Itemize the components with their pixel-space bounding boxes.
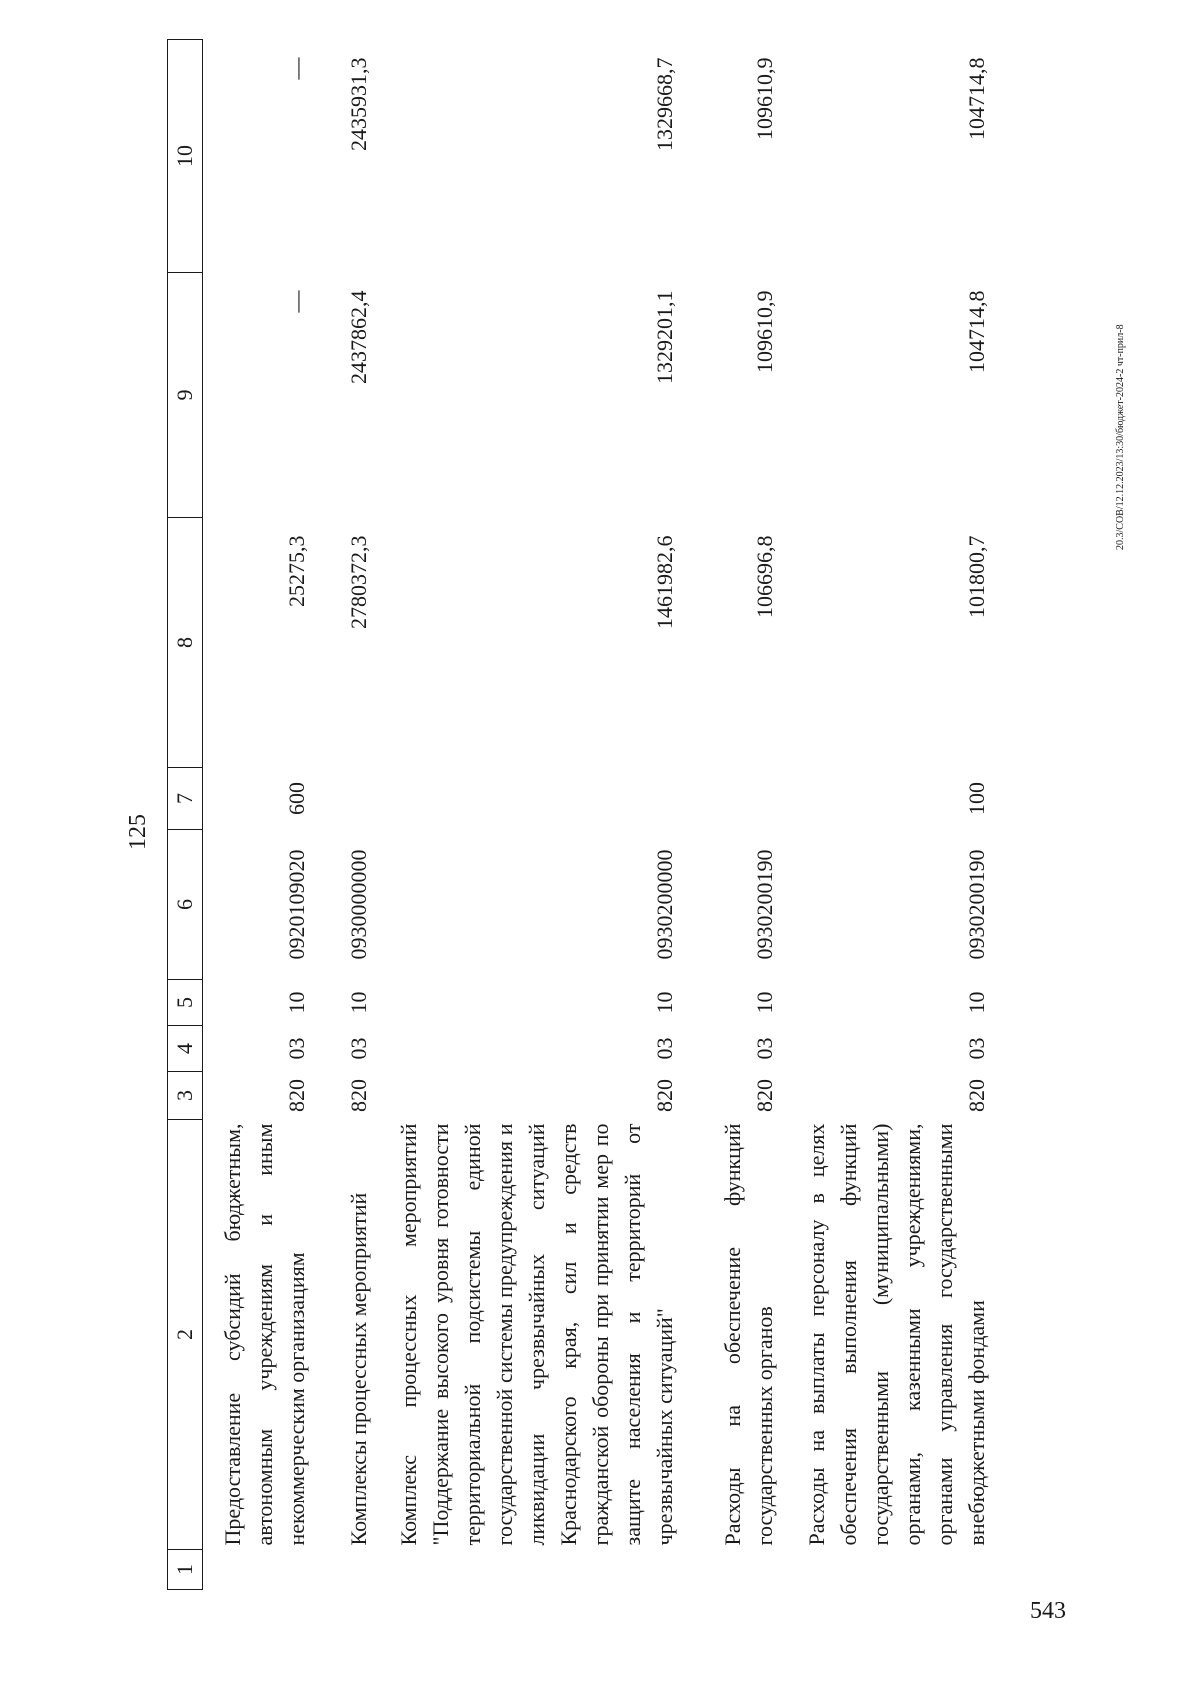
column-header: 3 [168, 1072, 203, 1120]
expense-type-code [691, 768, 791, 830]
column-header: 9 [168, 273, 203, 518]
column-header: 1 [168, 1550, 203, 1590]
department-code: 820 [283, 1079, 309, 1112]
section-code: 03 [283, 1037, 309, 1060]
department-code: 820 [651, 1079, 677, 1112]
expense-type-code [323, 768, 385, 830]
amount-col-10: — [283, 57, 309, 80]
sheet-number: 543 [1030, 1598, 1066, 1624]
amount-col-9: 2437862,4 [345, 290, 371, 384]
rotated-page [125, 40, 1135, 1590]
table-header-row [168, 40, 203, 1590]
expense-description: Комплексы процессных мероприятий [345, 1192, 371, 1546]
amount-col-10: 104714,8 [963, 57, 989, 140]
table-row [791, 40, 1003, 1590]
expense-type-code: 100 [963, 782, 989, 815]
column-header: 7 [168, 768, 203, 830]
column-header: 10 [168, 40, 203, 273]
amount-col-9: 104714,8 [963, 290, 989, 373]
budget-table [167, 39, 1003, 1590]
page-number: 125 [125, 814, 151, 850]
section-code: 03 [751, 1037, 777, 1060]
department-code: 820 [963, 1079, 989, 1112]
row-number [385, 1550, 691, 1590]
amount-col-8: 106696,8 [751, 535, 777, 618]
subsection-code: 10 [651, 991, 677, 1014]
expense-description: Предоставление субсидий бюджетным, автономным учреждениям и иным некоммерческим организациям [219, 1123, 309, 1546]
target-article-code: 0930000000 [345, 849, 371, 960]
subsection-code: 10 [963, 991, 989, 1014]
amount-col-10: 109610,9 [751, 57, 777, 140]
amount-col-10: 1329668,7 [651, 57, 677, 151]
subsection-code: 10 [345, 991, 371, 1014]
table-row [691, 40, 791, 1590]
amount-col-8: 101800,7 [963, 535, 989, 618]
target-article-code: 0920109020 [283, 849, 309, 960]
row-number [691, 1550, 791, 1590]
expense-type-code: 600 [283, 782, 309, 815]
table-row [385, 40, 691, 1590]
target-article-code: 0930200190 [963, 849, 989, 960]
department-code: 820 [345, 1079, 371, 1112]
table-row [203, 40, 323, 1590]
document-footer-code: 20.3/СОВ/12.12.2023/13:30/бюджет-2024-2 чт-прил-8 [1115, 324, 1126, 550]
column-header: 4 [168, 1026, 203, 1072]
amount-col-8: 25275,3 [283, 535, 309, 607]
amount-col-9: 109610,9 [751, 290, 777, 373]
subsection-code: 10 [283, 991, 309, 1014]
expense-description: Расходы на выплаты персоналу в целях обеспечения выполнения функций государственными (муниципальными) органами, казенными учреждениями, органами управления государственными внебюджетными фондами [803, 1123, 989, 1546]
target-article-code: 0930200190 [751, 849, 777, 960]
row-number [203, 1550, 323, 1590]
row-number [323, 1550, 385, 1590]
expense-type-code [385, 768, 691, 830]
column-header: 6 [168, 830, 203, 980]
expense-description: Расходы на обеспечение функций государственных органов [719, 1123, 777, 1546]
amount-col-9: — [283, 290, 309, 313]
amount-col-9: 1329201,1 [651, 290, 677, 384]
column-header: 5 [168, 980, 203, 1026]
department-code: 820 [751, 1079, 777, 1112]
section-code: 03 [345, 1037, 371, 1060]
subsection-code: 10 [751, 991, 777, 1014]
expense-description: Комплекс процессных мероприятий "Поддержание высокого уровня готовности территориальной подсистемы единой государственной системы предупреждения и ликвидации чрезвычайных ситуаций Краснодарского края, сил и средств гражданской обороны при принятии мер по защите населения и территорий от чрезвычайных ситуаций" [395, 1123, 677, 1546]
amount-col-10: 2435931,3 [345, 57, 371, 151]
column-header: 8 [168, 518, 203, 768]
section-code: 03 [651, 1037, 677, 1060]
section-code: 03 [963, 1037, 989, 1060]
amount-col-8: 1461982,6 [651, 535, 677, 629]
row-number [791, 1550, 1003, 1590]
column-header: 2 [168, 1120, 203, 1550]
table-row [323, 40, 385, 1590]
amount-col-8: 2780372,3 [345, 535, 371, 629]
target-article-code: 0930200000 [651, 849, 677, 960]
